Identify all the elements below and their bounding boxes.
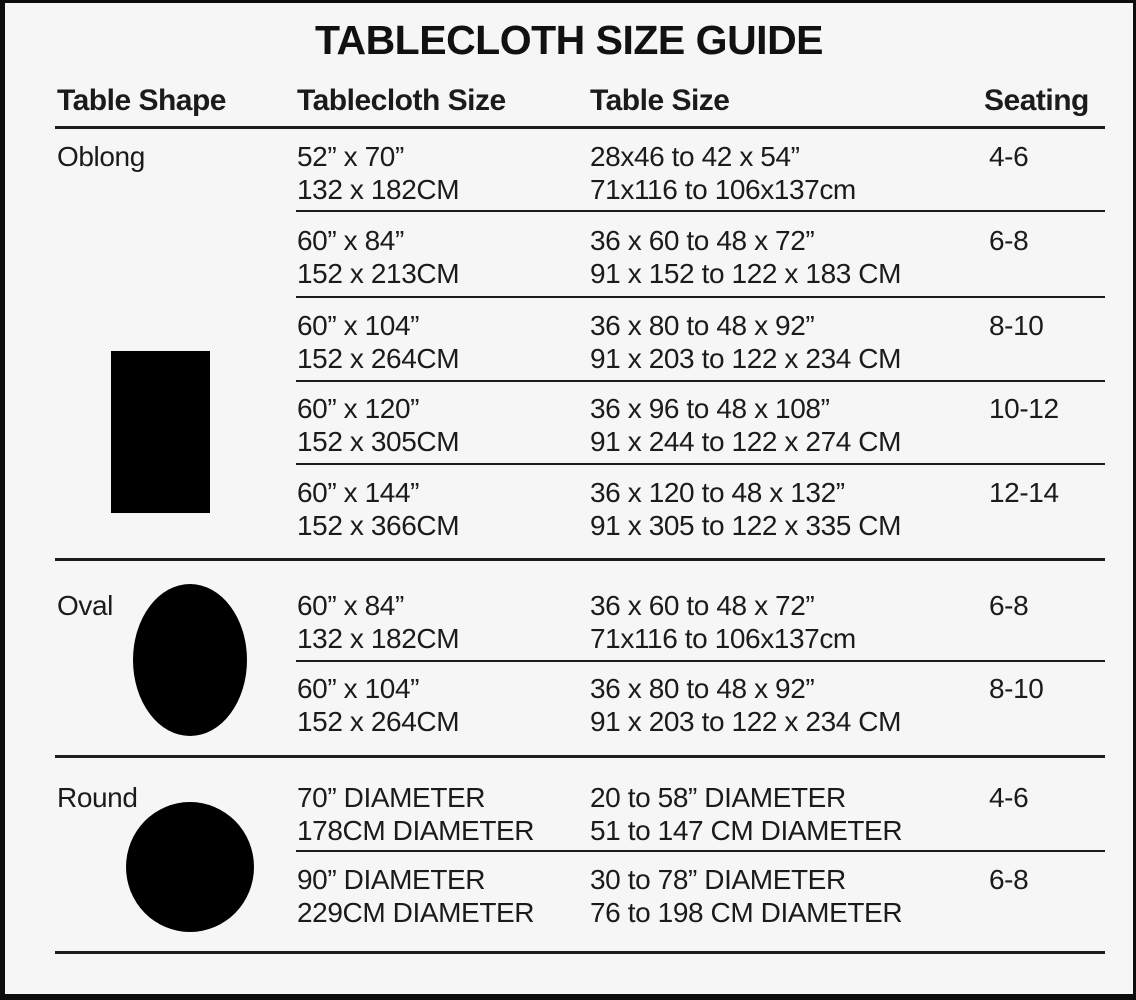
section-label-oblong: Oblong [57,141,145,172]
header-divider [55,126,1105,129]
table-size-cm: 91 x 305 to 122 x 335 CM [590,510,902,541]
row-divider [296,380,1105,382]
table-size-inches: 36 x 80 to 48 x 92” [590,673,815,704]
table-size-cm: 91 x 203 to 122 x 234 CM [590,343,902,374]
cloth-size-cm: 152 x 264CM [297,343,460,374]
cloth-size-inches: 52” x 70” [297,141,404,172]
table-size-cm: 91 x 244 to 122 x 274 CM [590,426,902,457]
cloth-size-inches: 60” x 84” [297,590,404,621]
tablecloth-size-cell [297,309,459,375]
page-title: TABLECLOTH SIZE GUIDE [314,17,824,63]
column-header-table-size: Table Size [590,84,730,117]
cloth-size-cm: 152 x 213CM [297,258,460,289]
cloth-size-inches: 60” x 84” [297,225,404,256]
table-size-cell [590,863,902,929]
seating-cell: 6-8 [989,225,1029,256]
table-size-cm: 91 x 152 to 122 x 183 CM [590,258,902,289]
tablecloth-size-cell [297,476,459,542]
table-size-cm: 71x116 to 106x137cm [590,623,856,654]
table-size-inches: 30 to 78” DIAMETER [590,864,846,895]
cloth-size-cm: 229CM DIAMETER [297,897,535,928]
section-divider [55,558,1105,561]
column-header-seating: Seating [984,84,1089,117]
tablecloth-size-cell [297,672,459,738]
table-size-cm: 51 to 147 CM DIAMETER [590,815,903,846]
bottom-divider [55,951,1105,954]
cloth-size-inches: 70” DIAMETER [297,782,486,813]
table-size-inches: 36 x 80 to 48 x 92” [590,310,815,341]
table-size-cell [590,140,856,206]
table-size-cell [590,392,901,458]
cloth-size-cm: 152 x 366CM [297,510,460,541]
row-divider [296,210,1105,212]
tablecloth-size-cell [297,224,459,290]
table-size-cell [590,781,902,847]
table-size-cm: 91 x 203 to 122 x 234 CM [590,706,902,737]
table-size-inches: 36 x 60 to 48 x 72” [590,590,815,621]
table-size-cm: 71x116 to 106x137cm [590,174,856,205]
section-label-round: Round [57,782,138,813]
tablecloth-size-cell [297,781,534,847]
cloth-size-cm: 178CM DIAMETER [297,815,535,846]
column-header-table-shape: Table Shape [57,84,226,117]
seating-cell: 8-10 [989,673,1044,704]
cloth-size-cm: 152 x 305CM [297,426,460,457]
table-size-inches: 28x46 to 42 x 54” [590,141,800,172]
seating-cell: 10-12 [989,393,1059,424]
tablecloth-size-cell [297,392,459,458]
table-size-cell [590,476,901,542]
table-size-cell [590,672,901,738]
cloth-size-inches: 60” x 144” [297,477,420,508]
table-size-cell [590,589,856,655]
seating-cell: 6-8 [989,864,1029,895]
table-size-inches: 36 x 60 to 48 x 72” [590,225,815,256]
oval-shape-icon [133,584,247,736]
cloth-size-inches: 60” x 104” [297,310,420,341]
seating-cell: 4-6 [989,782,1029,813]
column-header-tablecloth-size: Tablecloth Size [297,84,506,117]
section-label-oval: Oval [57,590,113,621]
table-size-inches: 36 x 96 to 48 x 108” [590,393,830,424]
row-divider [296,463,1105,465]
cloth-size-inches: 60” x 104” [297,673,420,704]
cloth-size-cm: 132 x 182CM [297,174,460,205]
table-size-inches: 36 x 120 to 48 x 132” [590,477,845,508]
row-divider [296,296,1105,298]
row-divider [296,660,1105,662]
table-size-cell [590,224,901,290]
seating-cell: 8-10 [989,310,1044,341]
table-size-inches: 20 to 58” DIAMETER [590,782,846,813]
seating-cell: 12-14 [989,477,1059,508]
tablecloth-size-cell [297,589,459,655]
cloth-size-cm: 132 x 182CM [297,623,460,654]
seating-cell: 4-6 [989,141,1029,172]
seating-cell: 6-8 [989,590,1029,621]
section-divider [55,755,1105,758]
tablecloth-size-cell [297,863,534,929]
tablecloth-size-cell [297,140,459,206]
row-divider [296,850,1105,852]
round-shape-icon [126,802,254,932]
table-size-cell [590,309,901,375]
cloth-size-inches: 90” DIAMETER [297,864,486,895]
cloth-size-inches: 60” x 120” [297,393,420,424]
table-size-cm: 76 to 198 CM DIAMETER [590,897,903,928]
cloth-size-cm: 152 x 264CM [297,706,460,737]
oblong-shape-icon [111,351,210,513]
